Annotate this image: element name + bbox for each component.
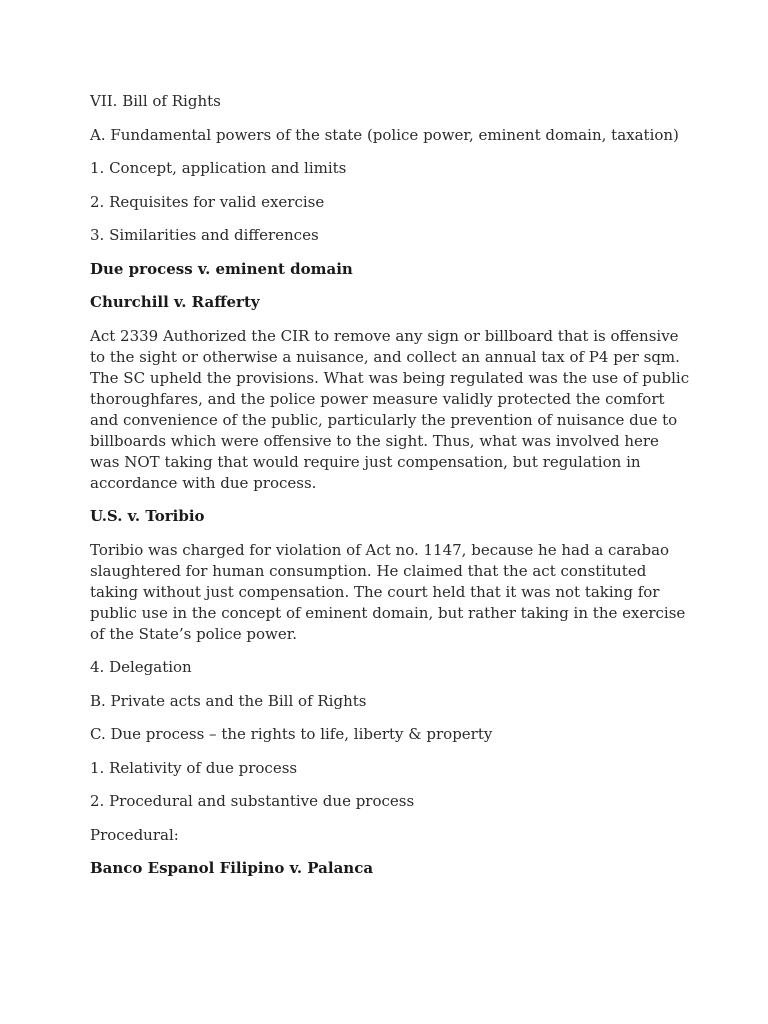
item-a: A. Fundamental powers of the state (police power, eminent domain, taxation) (90, 125, 679, 144)
document-page (90, 91, 690, 892)
case-churchill-body: Act 2339 Authorized the CIR to remove any sign or billboard that is offensive to the sight or otherwise a nuisance, and collect an annual tax of P4 per sqm. The SC upheld the provisions. What was being regulated was the use of public thoroughfares, and the police power measure validly protected the comfort and convenience of the public, particularly the prevention of nuisance due to billboards which were offensive to the sight. Thus, what was involved here was NOT taking that would require just compensation, but regulation in accordance with due process. (90, 326, 690, 492)
item-c2-procedural-substantive: 2. Procedural and substantive due process (90, 792, 415, 810)
item-3-similarities: 3. Similarities and differences (90, 226, 319, 244)
heading-due-process-eminent-domain: Due process v. eminent domain (90, 259, 353, 278)
section-title: VII. Bill of Rights (90, 92, 221, 110)
item-1-concept: 1. Concept, application and limits (90, 159, 347, 177)
item-c1-relativity: 1. Relativity of due process (90, 758, 298, 777)
item-4-delegation: 4. Delegation (90, 658, 192, 676)
case-churchill-title: Churchill v. Rafferty (90, 293, 260, 311)
case-toribio-body: Toribio was charged for violation of Act no. 1147, because he had a carabao slaughtered for human consumption. He claimed that the act constituted taking without just compensation. The court held that it was not taking for public use in the concept of eminent domain, but rather taking in the exercise of the State’s police power. (90, 540, 686, 643)
item-2-requisites: 2. Requisites for valid exercise (90, 192, 325, 211)
case-banco-title: Banco Espanol Filipino v. Palanca (90, 859, 374, 877)
procedural-label: Procedural: (90, 825, 179, 844)
case-toribio-title: U.S. v. Toribio (90, 507, 205, 525)
item-c-due-process: C. Due process – the rights to life, liberty & property (90, 725, 493, 743)
item-b-private-acts: B. Private acts and the Bill of Rights (90, 691, 367, 710)
